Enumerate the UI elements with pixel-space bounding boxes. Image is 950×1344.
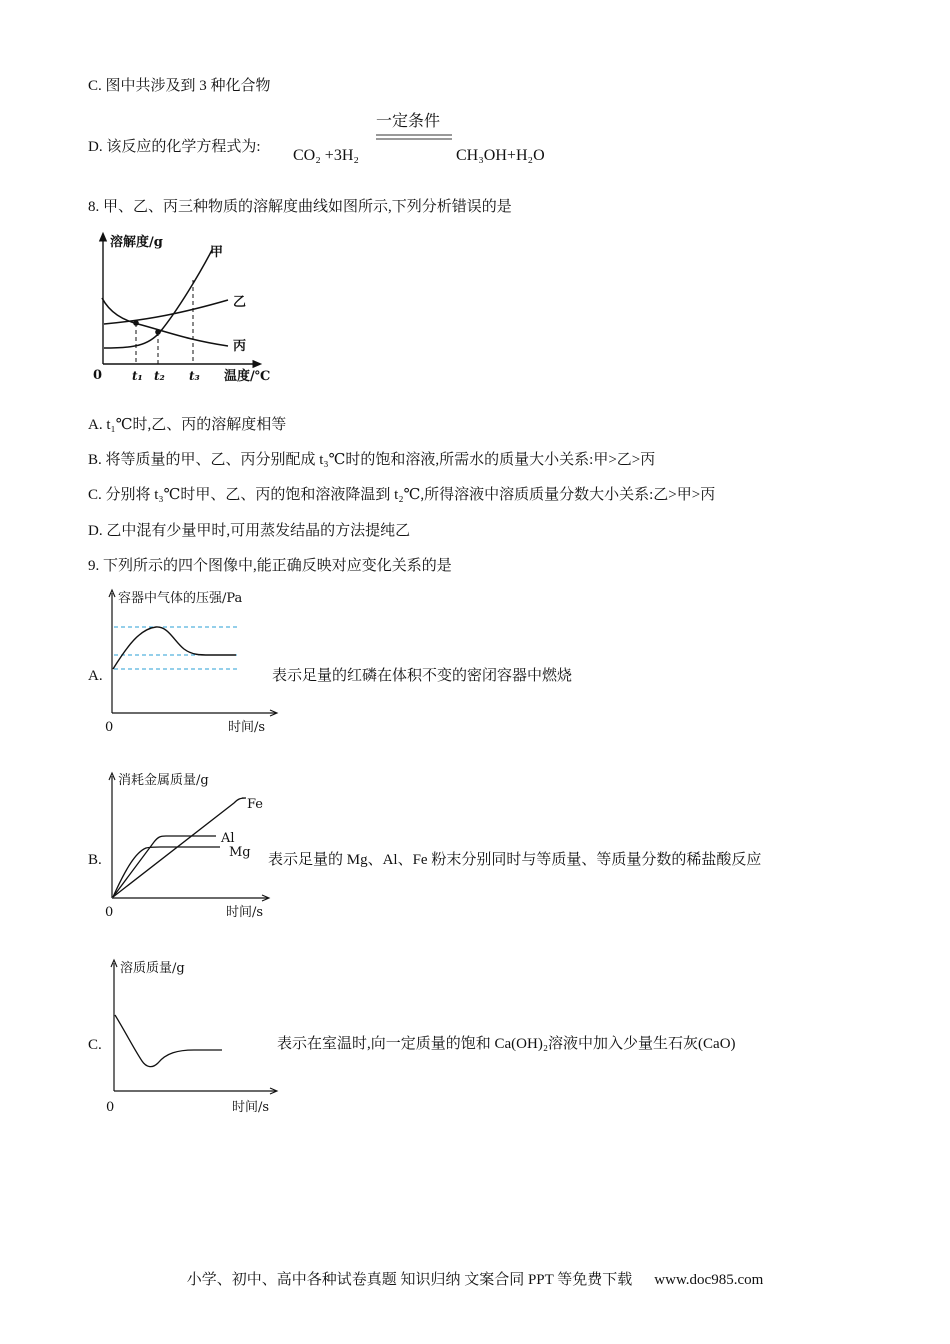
q9-a-pressure-graph	[100, 585, 285, 740]
solute-curve	[115, 1015, 222, 1067]
y-axis-label: 消耗金属质量/g	[118, 773, 209, 788]
page-footer	[0, 1268, 950, 1289]
footer-text: 小学、初中、高中各种试卷真题 知识归纳 文案合同 PPT 等免费下载	[186, 1272, 633, 1288]
curve-mg	[113, 847, 220, 897]
y-axis-label: 溶质质量/g	[120, 961, 185, 976]
q9-a-description: 表示足量的红磷在体积不变的密闭容器中燃烧	[272, 668, 573, 684]
q9-b-label: B.	[88, 852, 102, 868]
x-axis-label: 温度/℃	[224, 369, 271, 384]
q8-stem: 8. 甲、乙、丙三种物质的溶解度曲线如图所示,下列分析错误的是	[88, 199, 512, 215]
x-axis-label: 时间/s	[232, 1100, 270, 1115]
x-axis-label: 时间/s	[226, 905, 264, 920]
curve-label-bing: 丙	[233, 339, 247, 354]
equals-sign-arrow	[374, 133, 454, 141]
curve-label-al: Al	[221, 831, 235, 846]
q9-c-solute-graph	[100, 953, 285, 1118]
reaction-condition: 一定条件	[376, 113, 441, 130]
q8-option-d: D. 乙中混有少量甲时,可用蒸发结晶的方法提纯乙	[88, 523, 411, 539]
y-axis-label: 溶解度/g	[110, 235, 163, 250]
q9-a-label: A.	[88, 668, 103, 684]
curve-label-mg: Mg	[229, 845, 251, 860]
q9-b-metal-graph	[100, 768, 275, 923]
q7-option-c: C. 图中共涉及到 3 种化合物	[88, 78, 271, 94]
footer-url[interactable]: www.doc985.com	[654, 1272, 764, 1288]
pressure-curve	[113, 627, 236, 669]
q8-option-c: C. 分别将 t₃℃时甲、乙、丙的饱和溶液降温到 t₂℃,所得溶液中溶质质量分数大小关系:乙>甲>丙	[88, 487, 716, 503]
x-axis-label: 时间/s	[228, 720, 266, 735]
origin-label: 0	[93, 368, 103, 383]
origin-label: 0	[105, 905, 114, 920]
origin-label: 0	[105, 720, 114, 735]
tick-label-t2: t₂	[154, 369, 165, 383]
y-axis-label: 容器中气体的压强/Pa	[118, 591, 243, 606]
q9-c-description: 表示在室温时,向一定质量的饱和 Ca(OH)₂溶液中加入少量生石灰(CaO)	[277, 1036, 736, 1052]
curve-label-jia: 甲	[210, 245, 224, 260]
equation-products: CH₃OH+H₂O	[456, 147, 545, 164]
q9-c-label: C.	[88, 1037, 102, 1053]
tick-label-t1: t₁	[132, 369, 143, 383]
q9-stem: 9. 下列所示的四个图像中,能正确反映对应变化关系的是	[88, 558, 452, 574]
curve-label-yi: 乙	[233, 295, 247, 310]
tick-label-t3: t₃	[189, 369, 200, 383]
equation-reactants: CO₂ +3H₂	[293, 147, 359, 164]
curve-label-fe: Fe	[247, 797, 264, 812]
curve-yi	[104, 300, 228, 324]
solubility-curve-figure	[88, 228, 278, 388]
q8-option-a: A. t₁℃时,乙、丙的溶解度相等	[88, 417, 287, 433]
q9-b-description: 表示足量的 Mg、Al、Fe 粉末分别同时与等质量、等质量分数的稀盐酸反应	[268, 852, 762, 868]
q7-option-d: D. 该反应的化学方程式为:	[88, 139, 261, 155]
q8-option-b: B. 将等质量的甲、乙、丙分别配成 t₃℃时的饱和溶液,所需水的质量大小关系:甲>乙>丙	[88, 452, 656, 468]
origin-label: 0	[106, 1100, 115, 1115]
